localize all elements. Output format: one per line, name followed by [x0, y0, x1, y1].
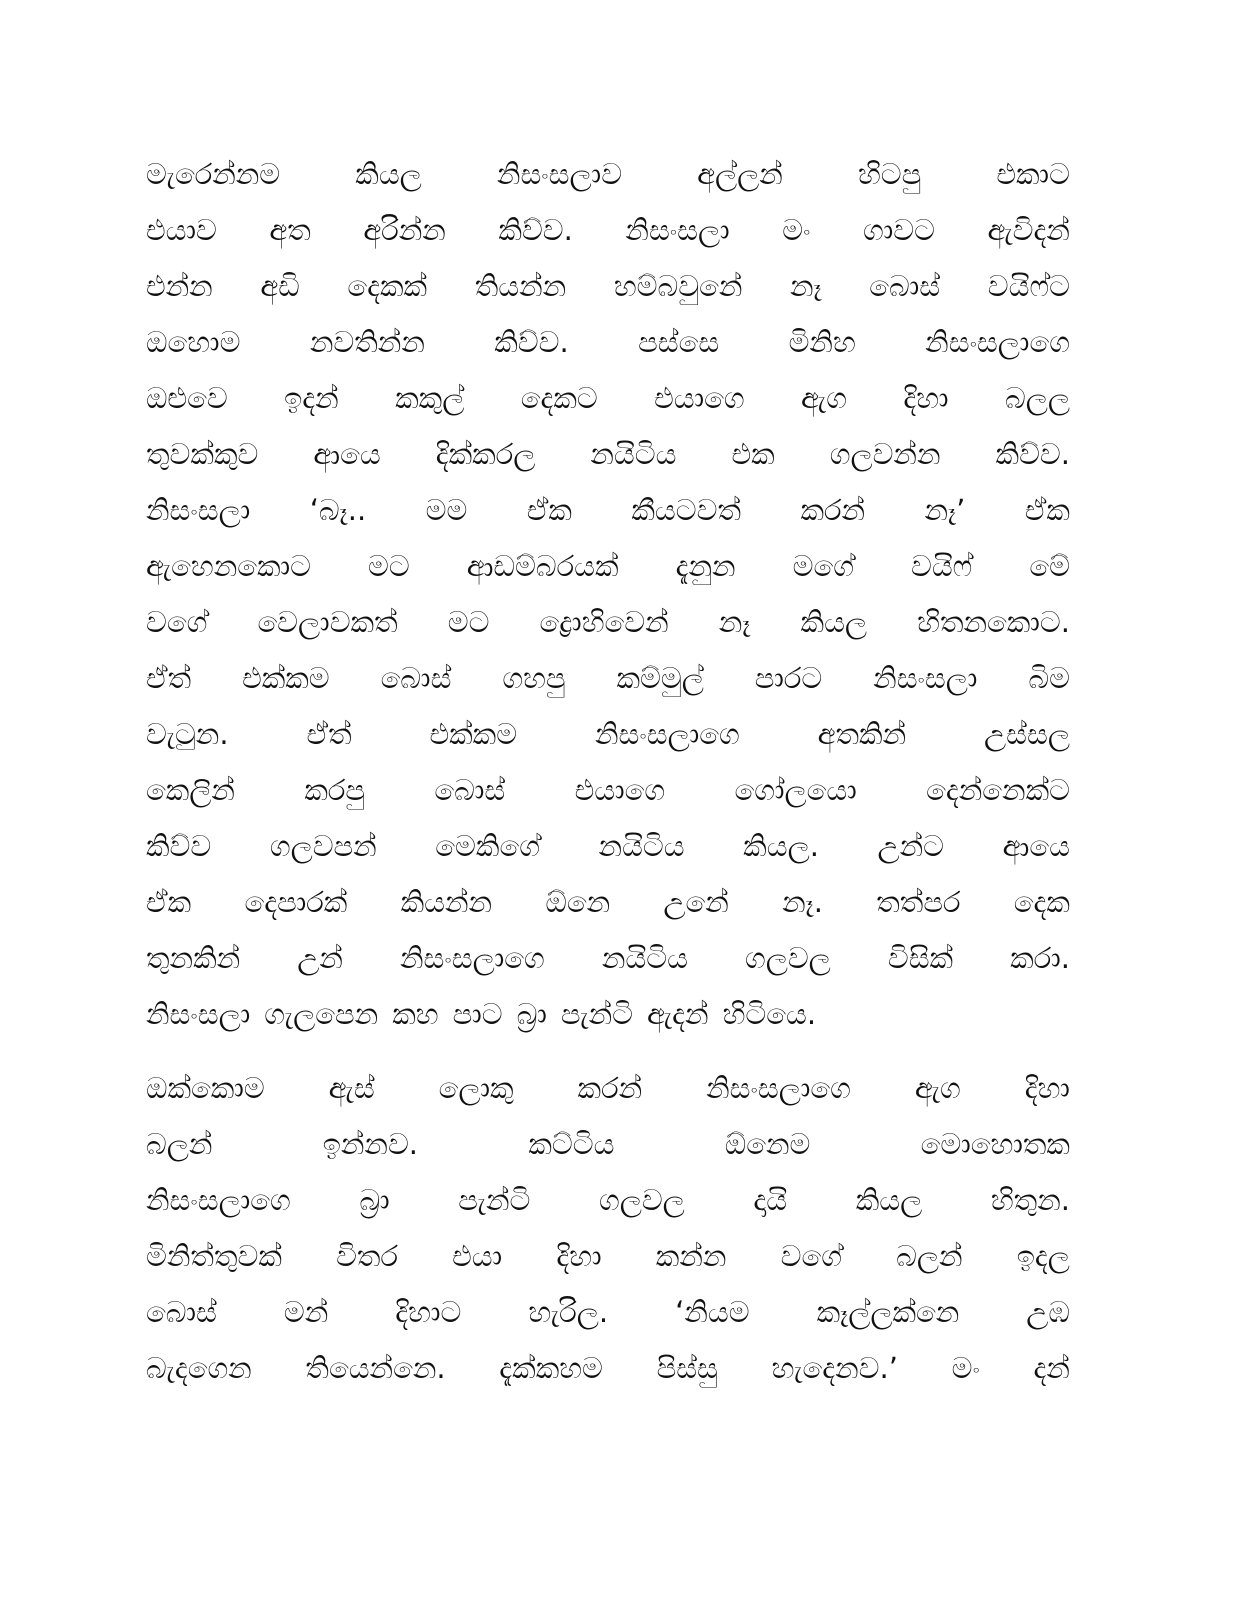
word: එක්කම: [429, 717, 518, 751]
text-line: [146, 650, 1070, 706]
word: මට: [368, 549, 410, 583]
word: මොහොතක: [920, 1127, 1070, 1161]
word: දෙපාරක්: [244, 885, 348, 919]
word: ඉදල: [1016, 1239, 1070, 1273]
word: එයාගෙ: [574, 773, 666, 807]
word: දන්: [1033, 1351, 1070, 1385]
text-line: [146, 762, 1070, 818]
word: ආයෙ: [1002, 829, 1070, 863]
word: ගලවපන්: [269, 829, 377, 863]
word: පාරට: [754, 661, 823, 695]
word: නිසංසලාගෙ: [399, 941, 545, 975]
word: ඉන්නව.: [322, 1127, 419, 1161]
word: හිතනකොට.: [917, 605, 1070, 639]
text-line: [146, 538, 1070, 594]
word: නිසංසලා: [146, 493, 251, 527]
word: උඹ: [1026, 1295, 1070, 1329]
word: පාට: [452, 997, 503, 1031]
word: බලල: [1005, 381, 1070, 415]
word: ගලවල: [744, 941, 831, 975]
word: උන්: [297, 941, 343, 975]
word: හැදෙනව.’: [771, 1351, 898, 1385]
text-line: [146, 874, 1070, 930]
word: මට: [447, 605, 490, 639]
word: ඔළුවෙ: [146, 381, 228, 415]
word: ගලවන්න: [829, 437, 941, 471]
word: උස්සල: [984, 717, 1070, 751]
word: කරන්: [800, 493, 866, 527]
word: නවතින්න: [309, 325, 425, 359]
word: බොස්: [434, 773, 506, 807]
word: දැක්කහම: [499, 1351, 603, 1385]
word: නෑ: [718, 605, 751, 639]
text-line: [146, 1228, 1070, 1284]
word: කෑල්ලක්නෙ: [816, 1295, 960, 1329]
word: ගෝලයො: [734, 773, 857, 807]
word: කියල: [355, 157, 422, 191]
word: මං: [951, 1351, 980, 1385]
word: නිසංසලා: [625, 213, 730, 247]
word: ගැලපෙන: [264, 997, 379, 1031]
word: දිහාට: [395, 1295, 462, 1329]
word: දෙන්නෙක්ට: [926, 773, 1070, 807]
word: දෙකක්: [347, 269, 428, 303]
word: නෑ: [790, 269, 822, 303]
word: තියෙන්නෙ.: [305, 1351, 446, 1385]
word: කියන්න: [400, 885, 493, 919]
word: ‘නියම: [675, 1295, 750, 1329]
word: වගේ: [146, 605, 208, 639]
word: තත්පර: [876, 885, 961, 919]
word: නෑ’: [924, 493, 966, 527]
word: විතර: [336, 1239, 398, 1273]
word: බලන්: [146, 1127, 213, 1161]
text-line: [146, 594, 1070, 650]
word: නිසංසලාගෙ: [706, 1071, 851, 1105]
word: වැටුන.: [146, 717, 229, 751]
word: කිව්ව.: [498, 213, 573, 247]
word: දැනුන: [675, 549, 736, 583]
word: පැන්ටි: [458, 1183, 531, 1217]
word: එන්න: [146, 269, 213, 303]
word: බ්‍රා: [516, 997, 547, 1031]
word: නයිටිය: [598, 829, 685, 863]
word: තියන්න: [474, 269, 567, 303]
word: නයිටිය: [590, 437, 677, 471]
word: ඇග: [801, 381, 847, 415]
word: ඒත්: [146, 661, 192, 695]
word: නිසංසලා: [873, 661, 978, 695]
word: කරපු: [304, 773, 366, 807]
text-line: [146, 146, 1070, 202]
word: මේ: [1029, 549, 1070, 583]
word: ඕනෙම: [724, 1127, 811, 1161]
text-line: [146, 314, 1070, 370]
word: පස්සෙ: [638, 325, 720, 359]
word: එයාව: [146, 213, 217, 247]
word: කියල: [800, 605, 868, 639]
word: නෑ.: [782, 885, 823, 919]
word: වයිෆ්: [910, 549, 973, 583]
text-line: [146, 1340, 1070, 1396]
word: දායි: [753, 1183, 788, 1217]
word: කරන්: [577, 1071, 643, 1105]
word: නිසංසලා: [146, 997, 251, 1031]
word: කට්ටිය: [528, 1127, 615, 1161]
word: බලන්: [896, 1239, 963, 1273]
word: පැන්ටි: [560, 997, 633, 1031]
text-line: [146, 1284, 1070, 1340]
word: විසික්: [887, 941, 954, 975]
word: අත: [269, 213, 311, 247]
text-line: [146, 1116, 1070, 1172]
word: වෙලාවකත්: [257, 605, 398, 639]
word: ඒක: [1024, 493, 1070, 527]
text-line: [146, 258, 1070, 314]
word: හම්බවුනේ: [613, 269, 743, 303]
word: දිහා: [556, 1239, 602, 1273]
word: අඩි: [260, 269, 300, 303]
word: අල්ලන්: [697, 157, 783, 191]
word: ගාවට: [862, 213, 935, 247]
word: කිව්ව.: [995, 437, 1070, 471]
text-line: [146, 986, 1070, 1042]
word: මං: [782, 213, 811, 247]
word: නිසංසලාගෙ: [594, 717, 740, 751]
word: කිව්ව.: [494, 325, 569, 359]
paragraph-2: [146, 1060, 1070, 1396]
text-line: [146, 930, 1070, 986]
word: එකාට: [996, 157, 1070, 191]
word: ගහපු: [502, 661, 566, 695]
word: ආයෙ: [313, 437, 381, 471]
word: නිසංසලාව: [496, 157, 623, 191]
word: ඇහෙනකොට: [146, 549, 311, 583]
word: එක: [731, 437, 775, 471]
word: කිව්ව: [146, 829, 212, 863]
word: ඕනෙ: [545, 885, 611, 919]
word: ආඩම්බරයක්: [466, 549, 619, 583]
word: කකුල්: [395, 381, 465, 415]
word: ඒක: [146, 885, 192, 919]
word: බොස්: [869, 269, 941, 303]
text-line: [146, 706, 1070, 762]
word: බොස්: [380, 661, 452, 695]
word: මිනිත්තුවක්: [146, 1239, 282, 1273]
word: ලොකු: [438, 1071, 514, 1105]
word: දෙකට: [520, 381, 598, 415]
text-line: [146, 1172, 1070, 1228]
word: අතකින්: [817, 717, 907, 751]
word: බිම: [1028, 661, 1070, 695]
word: හිටියෙ.: [722, 997, 817, 1031]
word: නයිටිය: [601, 941, 688, 975]
word: බ්‍රා: [359, 1183, 390, 1217]
word: මගේ: [792, 549, 854, 583]
word: ඔහොම: [146, 325, 241, 359]
word: කන්න: [655, 1239, 727, 1273]
word: නිසංසලාගෙ: [925, 325, 1070, 359]
word: එක්කම: [242, 661, 330, 695]
word: කියල.: [743, 829, 819, 863]
word: කහ: [392, 997, 439, 1031]
word: හැරිල.: [528, 1295, 609, 1329]
word: තුවක්කුව: [146, 437, 259, 471]
word: දිහා: [1024, 1071, 1070, 1105]
word: හිතුන.: [990, 1183, 1070, 1217]
text-line: [146, 818, 1070, 874]
word: ඇවිදන්: [987, 213, 1070, 247]
word: එයාගෙ: [654, 381, 745, 415]
word: කීයටවත්: [631, 493, 742, 527]
word: කෙලින්: [146, 773, 235, 807]
word: ගලවල: [598, 1183, 685, 1217]
word: ඒක: [526, 493, 572, 527]
word: හිටපු: [857, 157, 922, 191]
word: කියල: [855, 1183, 923, 1217]
word: වගේ: [780, 1239, 842, 1273]
word: අරින්න: [363, 213, 446, 247]
word: උනේ: [663, 885, 729, 919]
word: ඇග: [914, 1071, 961, 1105]
word: මෙකිගේ: [435, 829, 540, 863]
word: කරා.: [1010, 941, 1070, 975]
text-line: [146, 426, 1070, 482]
word: නිසංසලාගෙ: [146, 1183, 291, 1217]
word: වයිෆ්ට: [987, 269, 1070, 303]
word: මම: [425, 493, 468, 527]
word: දිහා: [903, 381, 949, 415]
word: උන්ට: [877, 829, 945, 863]
word: මන්: [283, 1295, 329, 1329]
text-line: [146, 482, 1070, 538]
word: තුනකින්: [146, 941, 241, 975]
word: ඇස්: [328, 1071, 375, 1105]
paragraph-1: [146, 146, 1070, 1042]
text-line: [146, 202, 1070, 258]
word: මිනිහ: [788, 325, 856, 359]
word: දෙක: [1013, 885, 1070, 919]
word: එයා: [452, 1239, 503, 1273]
word: ‘බෑ..: [309, 493, 367, 527]
word: දික්කරල: [435, 437, 536, 471]
word: මැරෙන්නම: [146, 157, 281, 191]
word: බැදගෙන: [146, 1351, 252, 1385]
word: ඒත්: [306, 717, 352, 751]
word: කම්මුල්: [616, 661, 704, 695]
word: ද්‍රොහිවෙන්: [539, 605, 669, 639]
text-line: [146, 370, 1070, 426]
word: පිස්සු: [656, 1351, 718, 1385]
word: ඉදන්: [284, 381, 339, 415]
word: ඇදන්: [647, 997, 709, 1031]
word: ඔක්කොම: [146, 1071, 265, 1105]
word: බොස්: [146, 1295, 217, 1329]
text-line: [146, 1060, 1070, 1116]
